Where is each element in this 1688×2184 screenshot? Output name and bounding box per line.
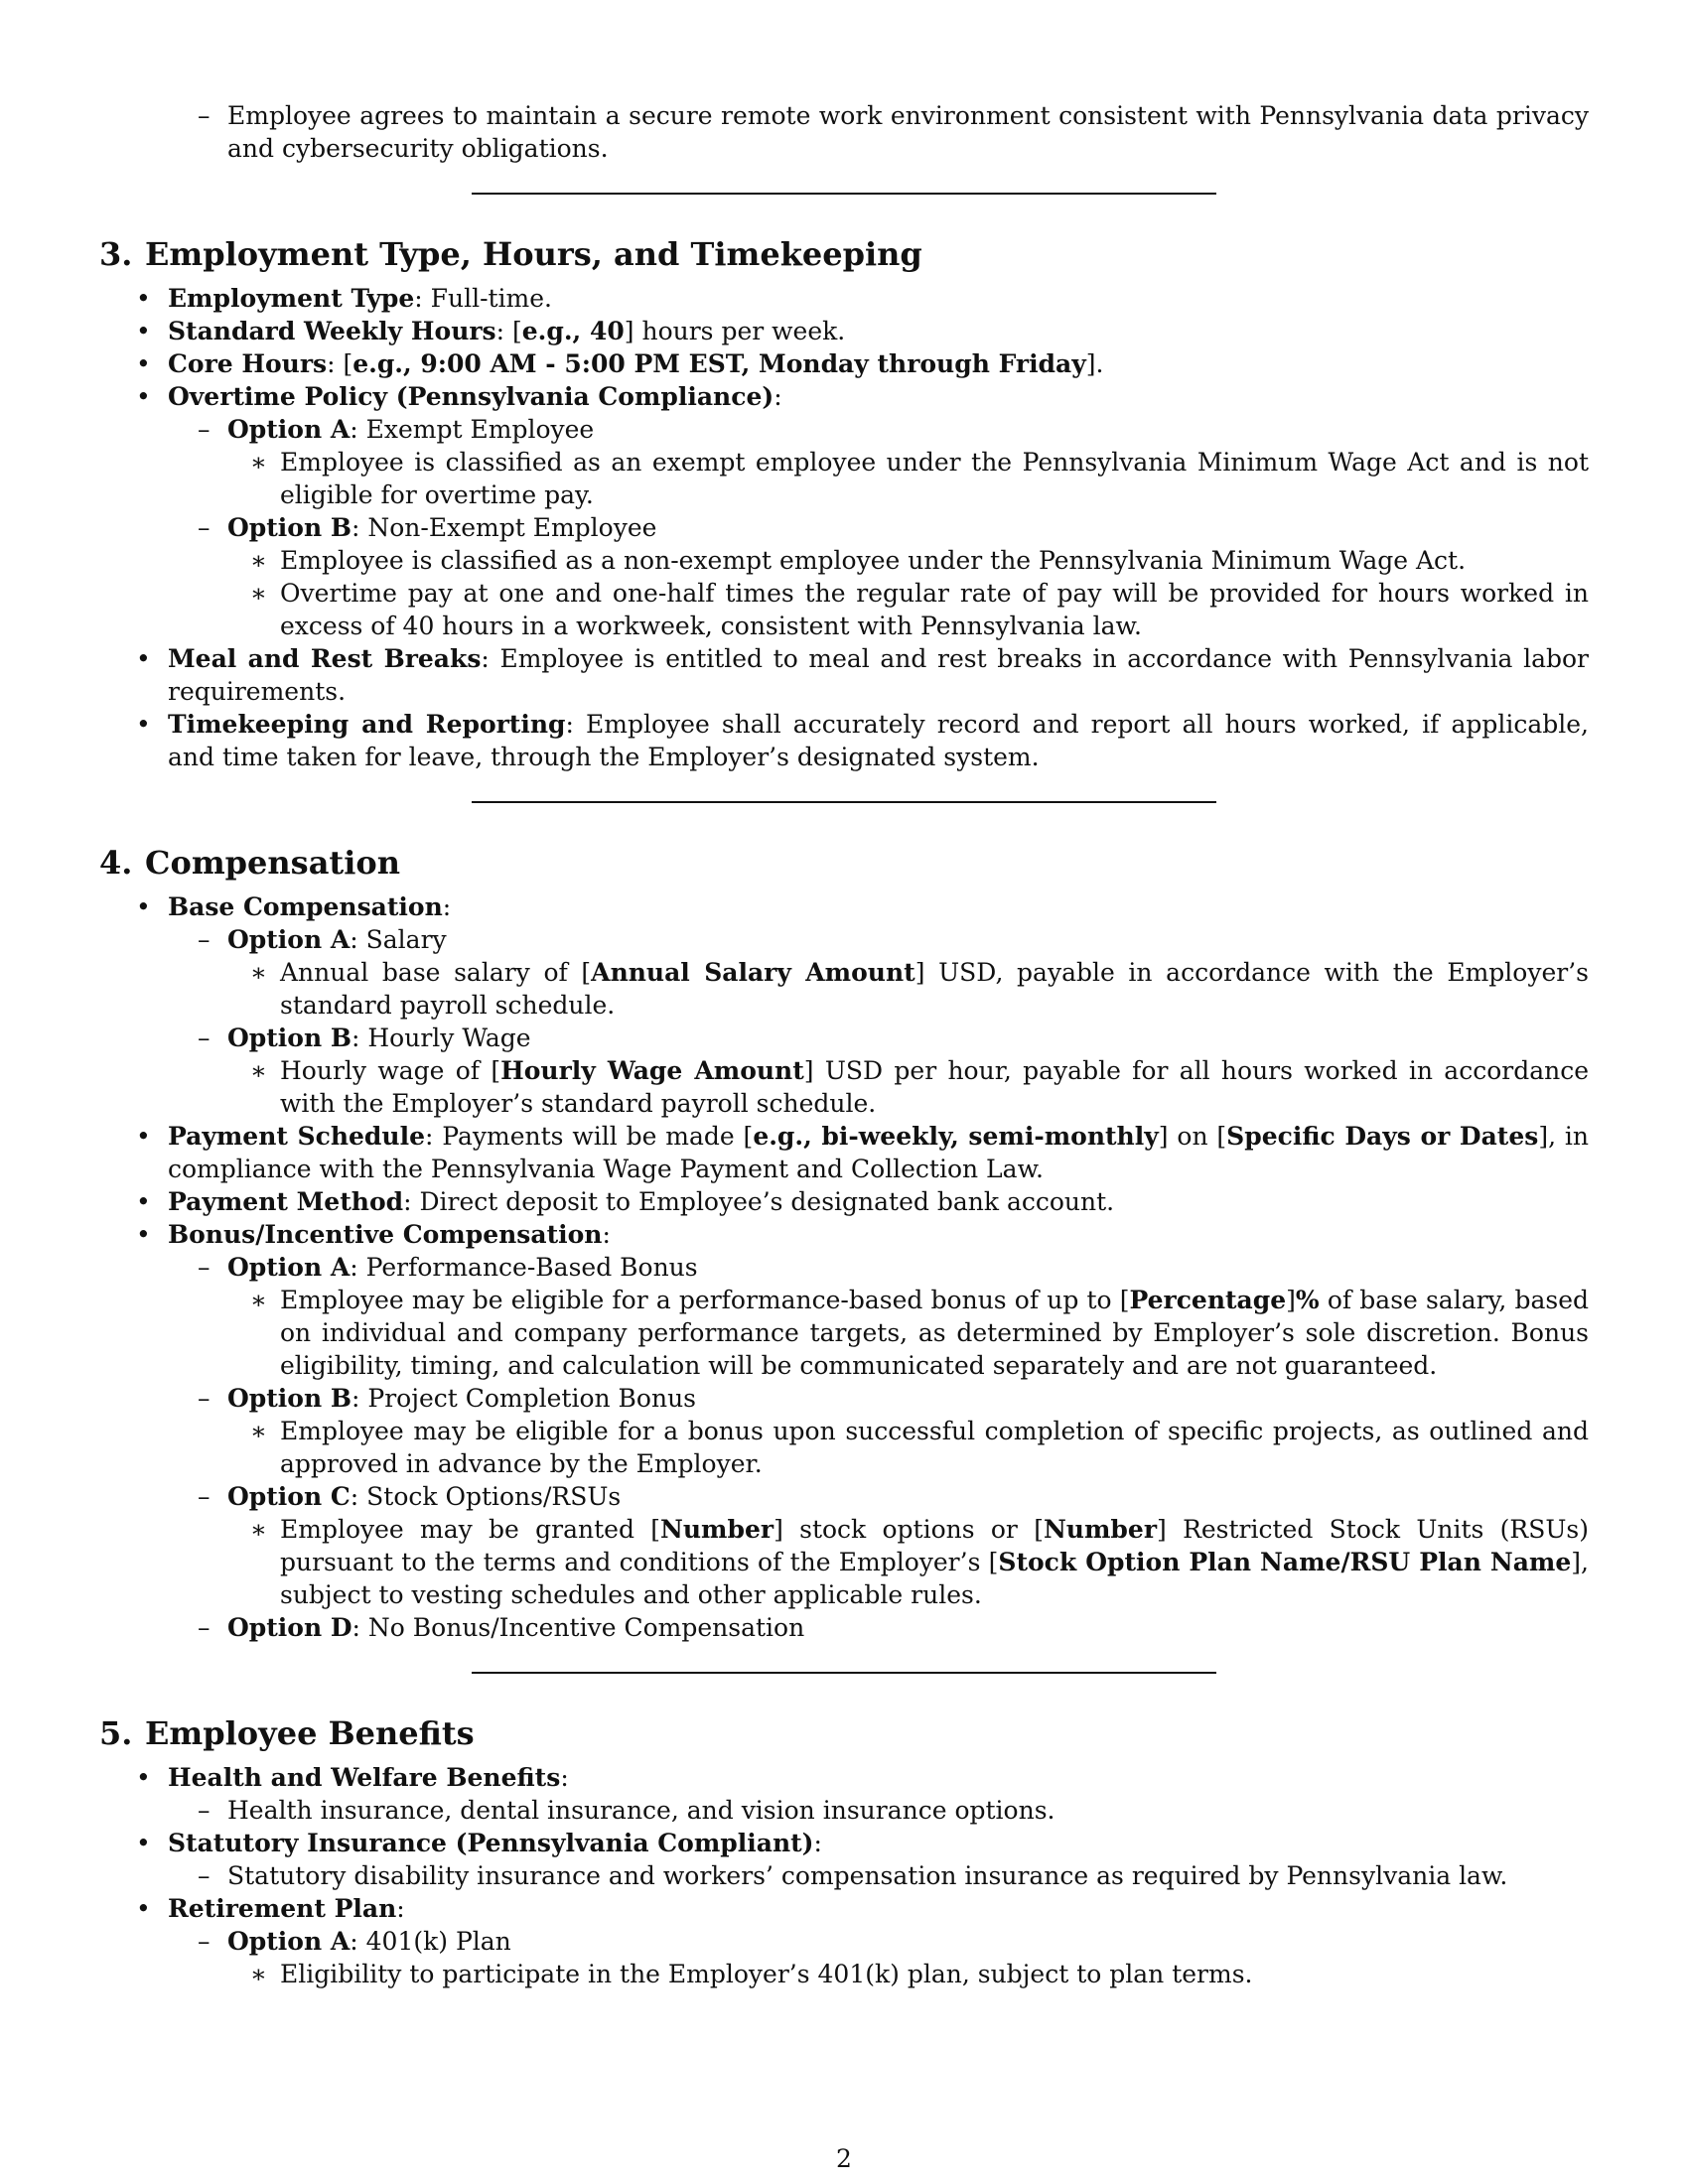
item-label: Payment Schedule (168, 1122, 425, 1151)
option-detail: Health insurance, dental insurance, and vision insurance options. (227, 1796, 1055, 1825)
option-label: Option D (227, 1613, 352, 1642)
section-number: 3. (99, 235, 133, 273)
list-item: – Option B: Non-Exempt Employee (198, 513, 657, 542)
list-item: – Option A: Exempt Employee (198, 415, 595, 444)
placeholder-field: e.g., 40 (521, 317, 625, 345)
bullet-marker: • (136, 382, 151, 411)
dash-marker: – (198, 415, 211, 444)
bullet-marker: • (136, 1122, 151, 1151)
item-label: Core Hours (168, 349, 328, 378)
list-item: • Bonus/Incentive Compensation: (136, 1220, 611, 1249)
percent-sign: % (1295, 1286, 1320, 1314)
list-item: ∗ Hourly wage of [Hourly Wage Amount] USD per hour, payable for all hours worked in accordance with the Employer’s standard payroll schedule. (250, 1056, 1590, 1118)
text-fragment: stock options or (799, 1515, 1018, 1544)
item-label: Statutory Insurance (Pennsylvania Compliant) (168, 1829, 814, 1857)
list-item (99, 1794, 1589, 1827)
placeholder-field: e.g., 9:00 AM - 5:00 PM EST, Monday through Friday (352, 349, 1086, 378)
option-title: Stock Options/RSUs (366, 1482, 622, 1511)
dash-marker: – (198, 1482, 211, 1511)
option-label: Option B (227, 513, 352, 542)
bullet-marker: • (136, 349, 151, 378)
item-value: Direct deposit to Employee’s designated bank account. (419, 1187, 1115, 1216)
text-fragment: USD, payable in accordance with the Employer’s standard payroll schedule. (280, 958, 1589, 1020)
text-fragment: Payments will be made (442, 1122, 735, 1151)
list-item: ∗ Employee may be eligible for a performance-based bonus of up to [Percentage]% of base salary, based on individual and company performance targets, as determined by Employer’s sole discretion. Bonus eligibility, timing, and calculation will be communicated separately and are not guaranteed. (250, 1286, 1589, 1380)
list-item: • Timekeeping and Reporting: Employee shall accurately record and report all hours worked, if applicable, and time taken for leave, through the Employer’s designated system. (136, 710, 1590, 771)
text-fragment: on (1177, 1122, 1208, 1151)
bullet-marker: • (136, 644, 151, 673)
item-label: Standard Weekly Hours (168, 317, 496, 345)
option-title: Exempt Employee (365, 415, 595, 444)
option-detail: Employee is classified as a non-exempt employee under the Pennsylvania Minimum Wage Act. (280, 546, 1467, 575)
list-item (99, 577, 1589, 642)
option-label: Option A (227, 925, 351, 954)
dash-marker: – (198, 1796, 211, 1825)
list-item: – Option A: Performance-Based Bonus (198, 1253, 698, 1282)
asterisk-marker: ∗ (250, 1056, 267, 1085)
option-label: Option A (227, 415, 351, 444)
section-divider (472, 1672, 1216, 1674)
list-item: – Option B: Project Completion Bonus (198, 1384, 697, 1413)
option-detail: Employee may be eligible for a bonus upon successful completion of specific projects, as outlined and approved in advance by the Employer. (280, 1417, 1589, 1478)
placeholder-field: Number (1043, 1515, 1157, 1544)
option-title: Hourly Wage (367, 1024, 531, 1052)
asterisk-marker: ∗ (250, 1417, 267, 1445)
option-detail: Statutory disability insurance and workers’ compensation insurance as required by Pennsylvania law. (227, 1861, 1508, 1890)
text-fragment: , in compliance with the Pennsylvania Wage Payment and Collection Law. (168, 1122, 1590, 1183)
dash-marker: – (198, 1384, 211, 1413)
section-body (99, 282, 1589, 773)
list-item: • Payment Schedule: Payments will be made [e.g., bi-weekly, semi-monthly] on [Specific Days or Dates], in compliance with the Pennsylvania Wage Payment and Collection Law. (136, 1122, 1590, 1183)
section-title: Employee Benefits (145, 1714, 475, 1752)
asterisk-marker: ∗ (250, 546, 267, 575)
section-body (99, 1761, 1589, 1990)
bullet-marker: • (136, 317, 151, 345)
option-title: No Bonus/Incentive Compensation (367, 1613, 805, 1642)
section-title: Compensation (145, 844, 400, 882)
remote-environment-text: Employee agrees to maintain a secure remote work environment consistent with Pennsylvania data privacy and cybersecurity obligations. (227, 101, 1589, 163)
list-item: – Option A: Salary (198, 925, 447, 954)
dash-marker: – (198, 1861, 211, 1890)
bullet-marker: • (136, 284, 151, 313)
bullet-marker: • (136, 892, 151, 921)
item-label: Bonus/Incentive Compensation (168, 1220, 603, 1249)
asterisk-marker: ∗ (250, 958, 267, 987)
list-item: – Option D: No Bonus/Incentive Compensation (198, 1613, 805, 1642)
option-detail: Employee is classified as an exempt employee under the Pennsylvania Minimum Wage Act and is not eligible for overtime pay. (280, 448, 1589, 509)
asterisk-marker: ∗ (250, 448, 267, 477)
dash-marker: – (198, 1024, 211, 1052)
dash-marker: – (198, 101, 211, 130)
text-fragment: Restricted Stock Units (RSUs) pursuant to the terms and conditions of the Employer’s (280, 1515, 1590, 1576)
placeholder-field: Hourly Wage Amount (500, 1056, 804, 1085)
item-value: Full-time. (430, 284, 553, 313)
text-fragment: , subject to vesting schedules and other applicable rules. (280, 1548, 1589, 1609)
text-fragment: Annual base salary of (280, 958, 568, 987)
item-label: Payment Method (168, 1187, 404, 1216)
list-item: ∗ Annual base salary of [Annual Salary Amount] USD, payable in accordance with the Employer’s standard payroll schedule. (250, 958, 1589, 1020)
item-label: Employment Type (168, 284, 415, 313)
bullet-marker: • (136, 1220, 151, 1249)
item-value: Employee is entitled to meal and rest breaks in accordance with Pennsylvania labor requirements. (168, 644, 1589, 706)
list-item: • Employment Type: Full-time. (136, 284, 553, 313)
placeholder-field: Stock Option Plan Name/RSU Plan Name (998, 1548, 1572, 1576)
asterisk-marker: ∗ (250, 1286, 267, 1314)
option-label: Option B (227, 1384, 352, 1413)
option-label: Option A (227, 1253, 351, 1282)
asterisk-marker: ∗ (250, 579, 267, 608)
placeholder-field: e.g., bi-weekly, semi-monthly (753, 1122, 1159, 1151)
list-item (99, 544, 1589, 577)
option-label: Option A (227, 1927, 351, 1956)
section-heading (99, 843, 1589, 883)
item-label: Overtime Policy (Pennsylvania Compliance) (168, 382, 774, 411)
text-fragment: USD per hour, payable for all hours worked in accordance with the Employer’s standard payroll schedule. (280, 1056, 1590, 1118)
item-label: Health and Welfare Benefits (168, 1763, 561, 1792)
item-label: Retirement Plan (168, 1894, 397, 1923)
list-item: • Core Hours: [e.g., 9:00 AM - 5:00 PM EST, Monday through Friday]. (136, 349, 1104, 378)
section-divider (472, 801, 1216, 803)
bullet-marker: • (136, 1187, 151, 1216)
list-item: • Payment Method: Direct deposit to Employee’s designated bank account. (136, 1187, 1115, 1216)
list-item: • Statutory Insurance (Pennsylvania Compliant): (136, 1829, 822, 1857)
item-label: Timekeeping and Reporting (168, 710, 566, 739)
text-fragment: of base salary, based on individual and company performance targets, as determined by Employer’s sole discretion. Bonus eligibility, timing, and calculation will be communicated separately and are not guaranteed. (280, 1286, 1589, 1380)
item-value: hours per week. (641, 317, 846, 345)
list-item: • Standard Weekly Hours: [e.g., 40] hours per week. (136, 317, 846, 345)
placeholder-field: Specific Days or Dates (1226, 1122, 1539, 1151)
list-item: – Option A: 401(k) Plan (198, 1927, 511, 1956)
option-title: Performance-Based Bonus (365, 1253, 698, 1282)
section-number: 5. (99, 1714, 133, 1752)
list-item (99, 1958, 1589, 1990)
section-body (99, 890, 1589, 1644)
section-number: 4. (99, 844, 133, 882)
option-title: Non-Exempt Employee (367, 513, 657, 542)
section-heading (99, 234, 1589, 274)
list-item (99, 1415, 1589, 1480)
dash-marker: – (198, 1253, 211, 1282)
list-item: – Option B: Hourly Wage (198, 1024, 531, 1052)
text-fragment: Employee may be eligible for a performance-based bonus of up to (280, 1286, 1112, 1314)
option-detail: Eligibility to participate in the Employer’s 401(k) plan, subject to plan terms. (280, 1960, 1253, 1988)
placeholder-field: Annual Salary Amount (591, 958, 915, 987)
list-item: • Retirement Plan: (136, 1894, 405, 1923)
option-label: Option C (227, 1482, 351, 1511)
section-heading (99, 1713, 1589, 1753)
dash-marker: – (198, 1613, 211, 1642)
document-content (99, 99, 1589, 1990)
section-divider (472, 193, 1216, 195)
dash-marker: – (198, 925, 211, 954)
bullet-marker: • (136, 1829, 151, 1857)
bullet-marker: • (136, 1894, 151, 1923)
option-title: Salary (365, 925, 447, 954)
list-item (99, 446, 1589, 511)
placeholder-field: Number (660, 1515, 774, 1544)
bullet-marker: • (136, 1763, 151, 1792)
asterisk-marker: ∗ (250, 1960, 267, 1988)
list-item: • Base Compensation: (136, 892, 452, 921)
option-label: Option B (227, 1024, 352, 1052)
item-label: Base Compensation (168, 892, 443, 921)
list-item: ∗ Employee may be granted [Number] stock options or [Number] Restricted Stock Units (RSUs) pursuant to the terms and conditions of the Employer’s [Stock Option Plan Name/RSU Plan Name], subject to vesting schedules and other applicable rules. (250, 1515, 1590, 1609)
dash-marker: – (198, 1927, 211, 1956)
list-item (99, 1859, 1589, 1892)
item-label: Meal and Rest Breaks (168, 644, 482, 673)
option-detail: Overtime pay at one and one-half times the regular rate of pay will be provided for hours worked in excess of 40 hours in a workweek, consistent with Pennsylvania law. (280, 579, 1589, 640)
list-item: • Meal and Rest Breaks: Employee is entitled to meal and rest breaks in accordance with Pennsylvania labor requirements. (136, 644, 1589, 706)
text-fragment: Employee may be granted (280, 1515, 634, 1544)
list-item: • Health and Welfare Benefits: (136, 1763, 569, 1792)
option-title: 401(k) Plan (365, 1927, 511, 1956)
item-value: Employee shall accurately record and report all hours worked, if applicable, and time taken for leave, through the Employer’s designated system. (168, 710, 1590, 771)
placeholder-field: Percentage (1129, 1286, 1287, 1314)
page-number: 2 (836, 2144, 852, 2173)
list-item: • Overtime Policy (Pennsylvania Compliance): (136, 382, 782, 411)
list-item: – Option C: Stock Options/RSUs (198, 1482, 622, 1511)
text-fragment: Hourly wage of (280, 1056, 481, 1085)
dash-marker: – (198, 513, 211, 542)
list-item (99, 99, 1589, 165)
section-title: Employment Type, Hours, and Timekeeping (145, 235, 922, 273)
asterisk-marker: ∗ (250, 1515, 267, 1544)
option-title: Project Completion Bonus (367, 1384, 697, 1413)
bullet-marker: • (136, 710, 151, 739)
